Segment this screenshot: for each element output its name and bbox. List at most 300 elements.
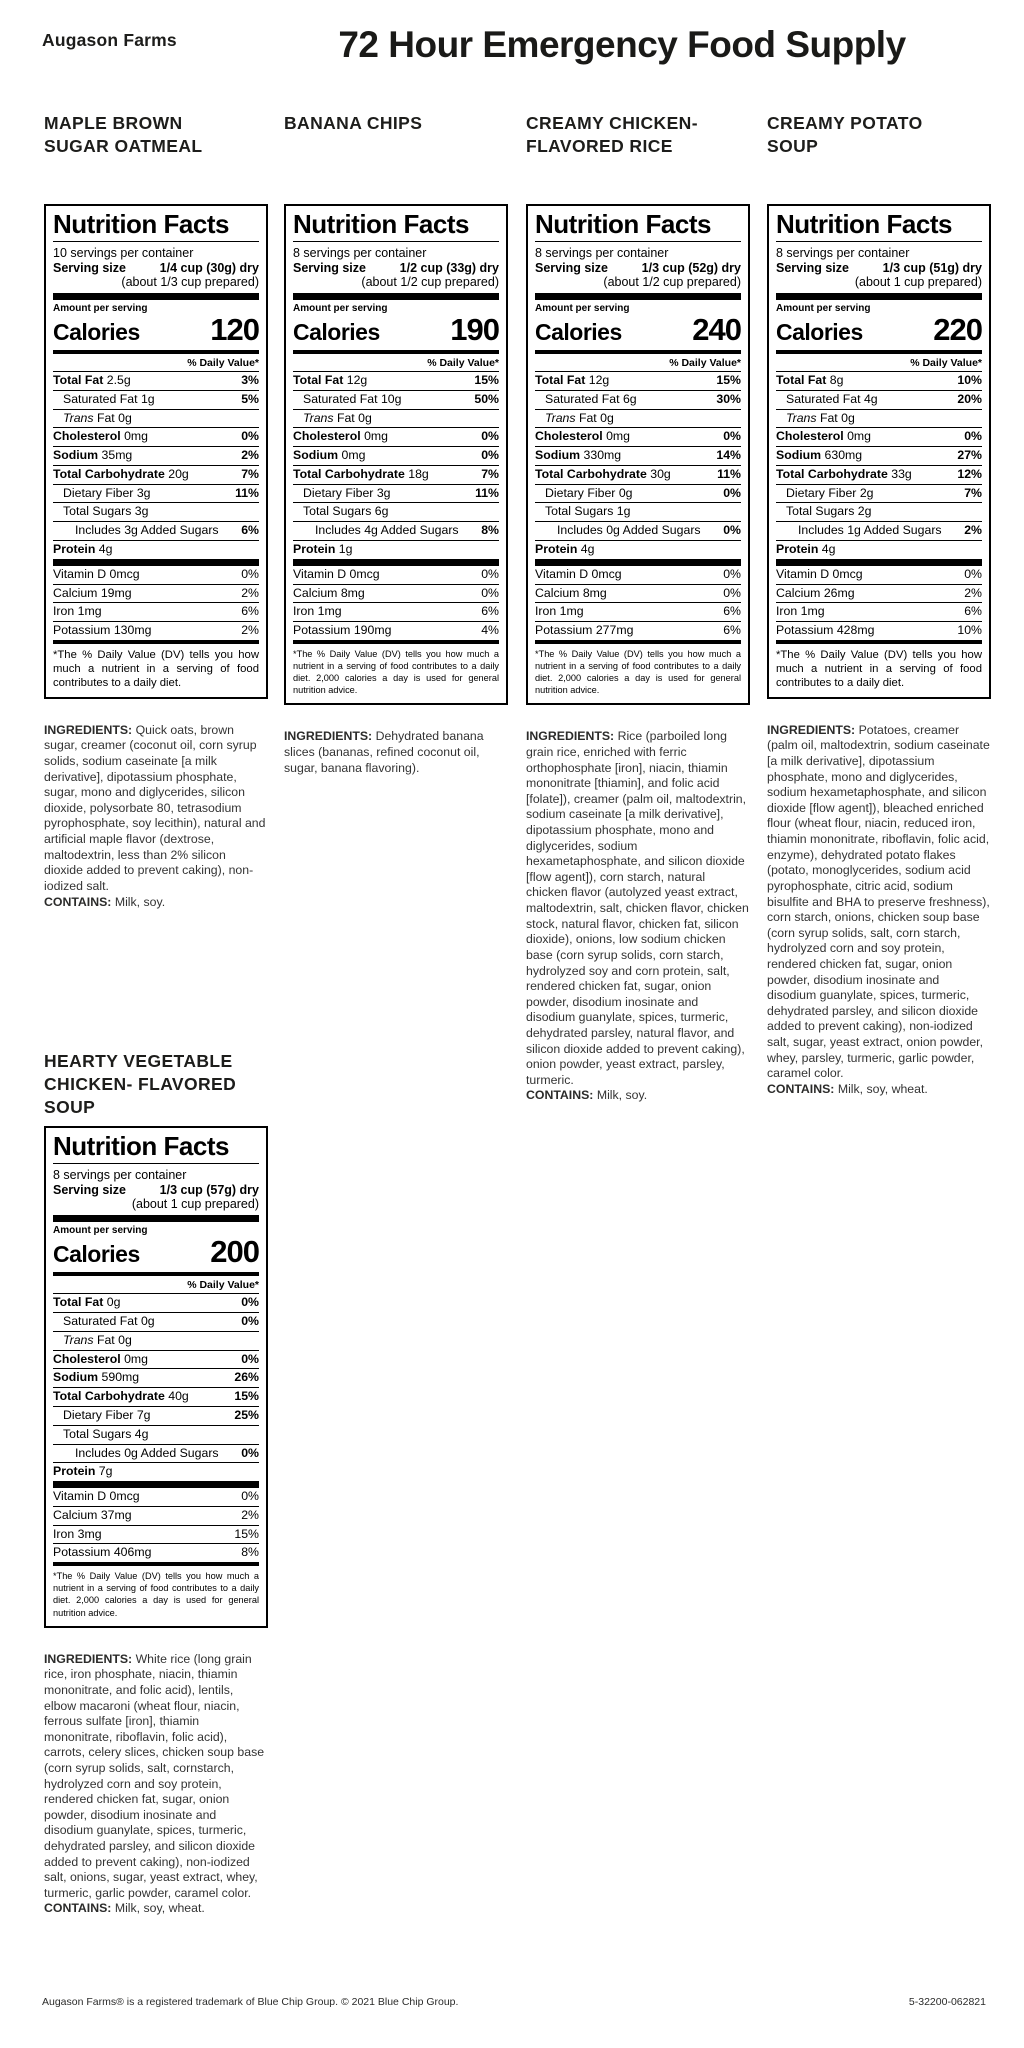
nutrient-name-cell [53,1447,219,1461]
nutrient-amount: 3g [134,504,149,519]
nutrient-row [776,503,982,522]
nutrient-label: Total Carbohydrate [53,1389,165,1404]
nutrient-name-cell [53,430,148,444]
nutrient-daily-value: 7% [241,466,259,481]
nutrient-daily-value: 7% [481,466,499,481]
calories-row [776,312,982,348]
calories-value: 120 [210,312,259,348]
nutrient-daily-value: 0% [481,429,499,444]
nutrient-label-italic: Trans [63,1332,94,1347]
nutrient-row [53,1351,259,1370]
nutrient-label: Cholesterol [776,429,844,444]
nutrient-row [293,485,499,504]
nutrient-label: Fat [819,410,838,425]
nutrient-name-cell [53,505,148,519]
nutrient-name-cell [293,412,372,426]
nutrient-row [53,391,259,410]
nutrient-amount: 3g [136,485,151,500]
nutrient-name-cell [776,487,874,501]
nutrient-label: Total Fat [53,1295,104,1310]
nutrition-facts-heading: Nutrition Facts [53,210,259,242]
nutrient-daily-value: 0% [241,429,259,444]
calories-value: 240 [692,312,741,348]
nutrient-amount: 2g [859,485,874,500]
nutrient-daily-value: 25% [234,1407,259,1422]
nutrient-label: Fat [336,410,355,425]
nutrition-facts-heading: Nutrition Facts [535,210,741,242]
vitamin-row [53,1544,259,1562]
nutrient-amount: 7g [136,1407,151,1422]
nutrient-row [535,485,741,504]
product-title-line: SOUP [767,136,819,157]
calories-value: 220 [933,312,982,348]
vitamin-daily-value: 6% [241,604,259,619]
nutrient-row [53,1407,259,1426]
product-title-line: BANANA CHIPS [284,113,423,133]
nutrient-label: Saturated Fat [545,391,620,406]
nutrient-row [53,428,259,447]
calories-row [53,1234,259,1270]
nutrient-label: Total Sugars [303,504,372,519]
nutrient-daily-value: 20% [957,391,982,406]
nutrient-row [293,410,499,429]
nutrient-amount: 0mg [124,1351,148,1366]
nutrient-name-cell [776,505,871,519]
vitamin-row [776,566,982,585]
nutrient-daily-value: 0% [723,429,741,444]
product-title-line: CHICKEN- FLAVORED [44,1074,237,1095]
ingredients-label: INGREDIENTS: [284,729,373,744]
nutrient-row [776,410,982,429]
vitamin-label: Calcium 8mg [535,585,607,600]
vitamin-daily-value: 6% [481,604,499,619]
nutrient-label: Cholesterol [293,429,361,444]
nutrient-amount: 8g [829,373,844,388]
nutrient-row [53,1294,259,1313]
calories-label: Calories [535,319,622,346]
vitamin-row [293,585,499,604]
nutrient-name-cell [535,449,621,463]
nutrient-name-cell [293,505,388,519]
nutrient-name-cell [53,1390,189,1404]
serving-size-row [776,261,982,275]
vitamin-row [535,585,741,604]
nutrient-name-cell [776,468,912,482]
nutrient-row [53,466,259,485]
footer-product-code: 5-32200-062821 [908,1996,986,2008]
ingredients-text: Potatoes, creamer (palm oil, maltodextrin, sodium caseinate [a milk derivative], dipotassium phosphate, mono and diglycerides, sodium hexametaphosphate, and silicon dioxide [flow agent]), bleached enriched flour (wheat flour, niacin, reduced iron, thiamin mononitrate, riboflavin, folic acid, enzyme), dehydrated potato flakes (potato, monoglycerides, sodium acid pyrophosphate, citric acid, sodium bisulfite and BHA to preserve freshness), corn starch, onions, chicken soup base (corn syrup solids, salt, corn starch, hydrolyzed corn and soy protein, rendered chicken fat, sugar, onion powder, disodium inosinate and disodium guanylate, spices, turmeric, dehydrated parsley, and silicon dioxide added to prevent caking), non-iodized salt, sugar, yeast extract, onion powder, whey, parsley, turmeric, garlic powder, caramel color. [767,722,990,1081]
divider-thick [53,1481,259,1488]
nutrient-label: Protein [53,1464,96,1479]
nutrient-label: Total Sugars [63,1426,132,1441]
nutrient-daily-value: 11% [475,485,499,500]
vitamin-label: Vitamin D 0mcg [535,566,622,581]
contains-value: Milk, soy. [114,894,166,909]
nutrient-daily-value: 50% [474,391,499,406]
nutrient-row [776,428,982,447]
divider-thick [53,559,259,566]
nutrient-name-cell [53,1315,155,1329]
serving-size-note: (about 1 cup prepared) [131,1197,259,1212]
nutrient-amount: 40g [168,1389,189,1404]
calories-row [535,312,741,348]
calories-label: Calories [53,1241,140,1268]
nutrient-row [53,1463,259,1481]
ingredients-text: Dehydrated banana slices (bananas, refined coconut oil, sugar, banana flavoring). [284,729,484,775]
nutrient-daily-value: 15% [716,373,741,388]
vitamin-label: Iron 1mg [776,604,825,619]
nutrient-daily-value: 0% [241,1445,259,1460]
nutrient-label: Dietary Fiber [786,485,857,500]
nutrient-label-italic: Trans [786,410,817,425]
divider-thick [535,293,741,300]
amount-per-serving-label: Amount per serving [776,303,871,315]
product-column-creamy-chicken-flavored-rice [526,112,750,1104]
nutrient-amount: 0g [140,1314,155,1329]
calories-label: Calories [53,319,140,346]
nutrient-label-italic: Trans [63,410,94,425]
vitamin-row [53,1507,259,1526]
nutrient-row [776,372,982,391]
vitamin-daily-value: 2% [241,623,259,638]
nutrient-label: Total Carbohydrate [535,466,647,481]
nutrient-row [293,503,499,522]
nutrient-name-cell [535,543,594,557]
nutrient-row [535,372,741,391]
vitamin-daily-value: 0% [481,566,499,581]
nutrient-amount: 10g [380,391,402,406]
nutrient-name-cell [293,449,365,463]
vitamin-label: Potassium 130mg [53,623,152,638]
nutrient-amount: 1g [338,542,353,556]
nutrient-name-cell [53,393,155,407]
nutrient-amount: 1g [140,391,155,406]
nutrient-daily-value: 5% [241,391,259,406]
nutrient-amount: 18g [408,466,429,481]
nutrient-name-cell [776,412,855,426]
nutrient-row [293,522,499,541]
nutrient-amount: 4g [580,542,595,556]
nutrient-row [293,391,499,410]
nutrient-amount: 7g [98,1464,113,1479]
product-title-slot [767,112,991,204]
calories-label: Calories [293,319,380,346]
nutrient-label: Total Fat [776,373,827,388]
contains-label: CONTAINS: [44,1901,112,1916]
daily-value-footnote: *The % Daily Value (DV) tells you how much a nutrient in a serving of food contributes to a daily diet. [776,648,982,689]
ingredients-paragraph [44,723,268,910]
vitamin-daily-value: 15% [234,1526,259,1541]
vitamin-row [535,566,741,585]
serving-size-label: Serving size [53,1183,126,1198]
nutrient-amount: 12g [588,373,610,388]
nutrient-row [293,428,499,447]
nutrient-amount: 2g [857,504,872,519]
nutrient-row [53,1332,259,1351]
nutrient-amount: 0g [358,410,372,425]
vitamin-daily-value: 6% [723,623,741,638]
divider-thick [53,1215,259,1222]
nutrient-amount: 6g [622,391,637,406]
serving-size-note: (about 1/3 cup prepared) [121,275,259,290]
nutrient-daily-value: 30% [716,391,741,406]
nutrient-row [53,503,259,522]
ingredients-paragraph [44,1652,268,1917]
nutrient-name-cell [776,393,878,407]
nutrient-label: Total Carbohydrate [293,466,405,481]
nutrient-label: Dietary Fiber [63,485,134,500]
nutrient-row [535,428,741,447]
nutrient-label: Fat [96,1332,115,1347]
contains-label: CONTAINS: [767,1081,835,1096]
nutrient-name-cell [776,430,871,444]
daily-value-header: % Daily Value* [293,354,499,372]
vitamin-daily-value: 0% [964,566,982,581]
serving-size-row [53,261,259,275]
calories-row [293,312,499,348]
vitamin-row [53,566,259,585]
vitamin-row [535,603,741,622]
product-title-line: HEARTY VEGETABLE [44,1051,233,1071]
nutrient-daily-value: 12% [957,466,982,481]
serving-size-value: 1/3 cup (51g) dry [882,261,982,276]
nutrient-amount: 12g [346,373,368,388]
nutrient-label: Total Carbohydrate [776,466,888,481]
divider-thick [776,293,982,300]
nutrient-label: Fat [578,410,597,425]
nutrient-name-cell [535,524,701,538]
nutrient-name-cell [53,468,189,482]
nutrient-label: Includes 0g Added Sugars [557,523,701,538]
nutrient-name-cell [293,543,352,557]
nutrition-facts-heading: Nutrition Facts [776,210,982,242]
nutrient-name-cell [293,524,459,538]
nutrient-label: Sodium [53,448,99,463]
nutrition-facts-label [44,1126,268,1627]
nutrient-name-cell [535,505,630,519]
serving-size-value: 1/3 cup (57g) dry [159,1183,259,1198]
nutrient-amount: 3g [376,485,391,500]
nutrient-daily-value: 0% [964,429,982,444]
nutrient-name-cell [535,393,637,407]
nutrient-row [293,372,499,391]
ingredients-label: INGREDIENTS: [767,722,856,737]
nutrient-name-cell [776,449,862,463]
calories-value: 200 [210,1234,259,1270]
serving-size-value: 1/4 cup (30g) dry [159,261,259,276]
daily-value-footnote: *The % Daily Value (DV) tells you how much a nutrient in a serving of food contributes to a daily diet. 2,000 calories a day is used for general nutrition advice. [535,648,741,696]
product-column-hearty-vegetable-chicken-flavored-soup [44,1050,268,1917]
nutrient-amount: 0g [600,410,614,425]
ingredients-paragraph [526,729,750,1104]
divider-thick [53,293,259,300]
nutrient-row [53,1426,259,1445]
nutrient-name-cell [53,1428,148,1442]
nutrient-name-cell [776,524,942,538]
product-title-slot [526,112,750,204]
servings-per-container: 8 servings per container [776,246,910,261]
nutrient-name-cell [293,393,401,407]
product-title-line: SOUP [44,1097,96,1118]
nutrient-daily-value: 3% [241,373,259,388]
nutrition-facts-label [767,204,991,699]
daily-value-header: % Daily Value* [53,354,259,372]
vitamin-label: Iron 1mg [53,604,102,619]
contains-value: Milk, soy, wheat. [837,1081,928,1096]
nutrient-label: Total Fat [293,373,344,388]
nutrient-label: Cholesterol [535,429,603,444]
nutrient-name-cell [535,430,630,444]
vitamin-label: Iron 1mg [535,604,584,619]
serving-size-row [293,261,499,275]
product-title-slot [284,112,508,204]
nutrient-label: Sodium [535,448,581,463]
amount-per-serving-label: Amount per serving [293,303,388,315]
nutrient-row [53,410,259,429]
vitamin-row [293,622,499,640]
product-column-banana-chips [284,112,508,776]
amount-per-serving-label: Amount per serving [53,1225,148,1237]
nutrient-label-italic: Trans [545,410,576,425]
vitamin-row [776,622,982,640]
vitamin-label: Potassium 406mg [53,1545,152,1560]
nutrient-amount: 6g [374,504,389,519]
nutrition-facts-heading: Nutrition Facts [293,210,499,242]
nutrient-row [776,447,982,466]
vitamin-daily-value: 2% [241,1507,259,1522]
vitamin-daily-value: 10% [957,623,982,638]
nutrient-amount: 35mg [101,448,133,463]
nutrient-amount: 0mg [124,429,148,444]
vitamin-label: Vitamin D 0mcg [53,1489,140,1504]
vitamin-label: Potassium 277mg [535,623,634,638]
nutrient-row [53,1313,259,1332]
nutrient-label: Sodium [293,448,339,463]
nutrient-name-cell [53,524,219,538]
product-title-slot [44,1050,268,1119]
nutrient-daily-value: 0% [241,1351,259,1366]
servings-per-container: 10 servings per container [53,246,194,261]
nutrient-name-cell [293,487,391,501]
calories-label: Calories [776,319,863,346]
contains-value: Milk, soy, wheat. [114,1901,205,1916]
vitamin-daily-value: 0% [723,566,741,581]
nutrient-name-cell [53,1409,151,1423]
nutrient-row [535,503,741,522]
nutrient-name-cell [535,468,671,482]
serving-size-label: Serving size [535,261,608,276]
nutrient-label: Includes 4g Added Sugars [315,523,459,538]
nutrient-label: Protein [535,542,578,556]
daily-value-header: % Daily Value* [776,354,982,372]
nutrient-name-cell [53,1465,112,1479]
nutrient-label: Dietary Fiber [545,485,616,500]
serving-size-note: (about 1 cup prepared) [854,275,982,290]
nutrient-name-cell [53,1353,148,1367]
nutrition-facts-label [284,204,508,705]
ingredients-label: INGREDIENTS: [44,722,133,737]
nutrient-amount: 4g [98,542,113,556]
page-title: 72 Hour Emergency Food Supply [338,24,906,65]
nutrient-name-cell [535,412,614,426]
nutrient-name-cell [535,374,609,388]
nutrient-name-cell [53,449,132,463]
nutrient-label: Dietary Fiber [63,1407,134,1422]
vitamin-daily-value: 4% [481,623,499,638]
divider-thick [535,559,741,566]
nutrient-row [776,522,982,541]
ingredients-paragraph [284,729,508,776]
nutrient-name-cell [535,487,633,501]
nutrient-amount: 0g [841,410,855,425]
vitamin-daily-value: 6% [964,604,982,619]
nutrient-daily-value: 2% [241,448,259,463]
product-title-line: CREAMY POTATO [767,113,923,133]
nutrient-label: Sodium [53,1370,99,1385]
servings-per-container: 8 servings per container [53,1168,187,1183]
nutrient-row [53,485,259,504]
product-title [767,112,991,158]
nutrient-amount: 30g [650,466,671,481]
ingredients-label: INGREDIENTS: [526,729,615,744]
nutrient-name-cell [776,374,843,388]
ingredients-text: Rice (parboiled long grain rice, enriched with ferric orthophosphate [iron], niacin, thiamin mononitrate [thiamin], and folic acid [folate]), creamer (palm oil, maltodextrin, sodium caseinate [a milk derivative], dipotassium phosphate, mono and diglycerides, sodium hexametaphosphate, and silicon dioxide [flow agent]), corn starch, natural chicken flavor (autolyzed yeast extract, maltodextrin, salt, chicken flavor, chicken stock, natural flavor, chicken fat, silicon dioxide), onions, low sodium chicken base (corn syrup solids, corn starch, hydrolyzed soy and corn protein, salt, rendered chicken fat, sugar, onion powder, disodium inosinate and disodium guanylate, spices, turmeric, dehydrated parsley, natural flavor, and silicon dioxide added to prevent caking), onion powder, yeast extract, parsley, turmeric. [526,729,749,1087]
footer-trademark: Augason Farms® is a registered trademark of Blue Chip Group. © 2021 Blue Chip Group. [42,1996,459,2008]
nutrient-amount: 0mg [341,448,366,463]
nutrient-daily-value: 8% [481,523,499,538]
vitamin-label: Potassium 190mg [293,623,392,638]
serving-size-row [535,261,741,275]
vitamin-row [776,603,982,622]
nutrient-row [776,485,982,504]
vitamin-label: Calcium 26mg [776,585,855,600]
nutrient-row [535,447,741,466]
calories-value: 190 [450,312,499,348]
nutrition-facts-label [526,204,750,705]
nutrient-label-italic: Trans [303,410,334,425]
nutrient-name-cell [293,468,429,482]
vitamin-daily-value: 0% [481,585,499,600]
nutrient-row [535,410,741,429]
nutrient-amount: 0g [118,1332,132,1347]
serving-size-label: Serving size [293,261,366,276]
vitamin-daily-value: 0% [241,1489,259,1504]
product-title-line: MAPLE BROWN [44,113,183,133]
ingredients-text: White rice (long grain rice, iron phosphate, niacin, thiamin mononitrate, and folic acid), lentils, elbow macaroni (wheat flour, niacin, ferrous sulfate [iron], thiamin mononitrate, riboflavin, folic acid), carrots, celery slices, chicken soup base (corn syrup solids, salt, cornstarch, hydrolyzed corn and soy protein, rendered chicken fat, sugar, onion powder, disodium inosinate and disodium guanylate, spices, turmeric, dehydrated parsley, and silicon dioxide added to prevent caking), non-iodized salt, onions, sugar, yeast extract, whey, turmeric, garlic powder, caramel color. [44,1651,265,1900]
vitamin-label: Vitamin D 0mcg [776,566,863,581]
nutrient-row [535,522,741,541]
product-column-creamy-potato-soup [767,112,991,1097]
nutrient-row [776,541,982,559]
vitamin-row [53,1488,259,1507]
nutrient-label: Saturated Fat [63,1314,138,1329]
nutrient-name-cell [53,1371,139,1385]
product-title [44,112,268,158]
nutrient-daily-value: 2% [964,523,982,538]
nutrient-row [293,541,499,559]
nutrient-daily-value: 27% [957,448,982,463]
vitamin-row [53,622,259,640]
ingredients-paragraph [767,723,991,1098]
nutrient-amount: 0mg [847,429,871,444]
vitamin-daily-value: 0% [241,566,259,581]
product-title [44,1050,268,1119]
nutrient-row [535,541,741,559]
nutrition-facts-heading: Nutrition Facts [53,1132,259,1164]
nutrient-row [535,466,741,485]
nutrient-row [535,391,741,410]
nutrient-amount: 1g [616,504,631,519]
